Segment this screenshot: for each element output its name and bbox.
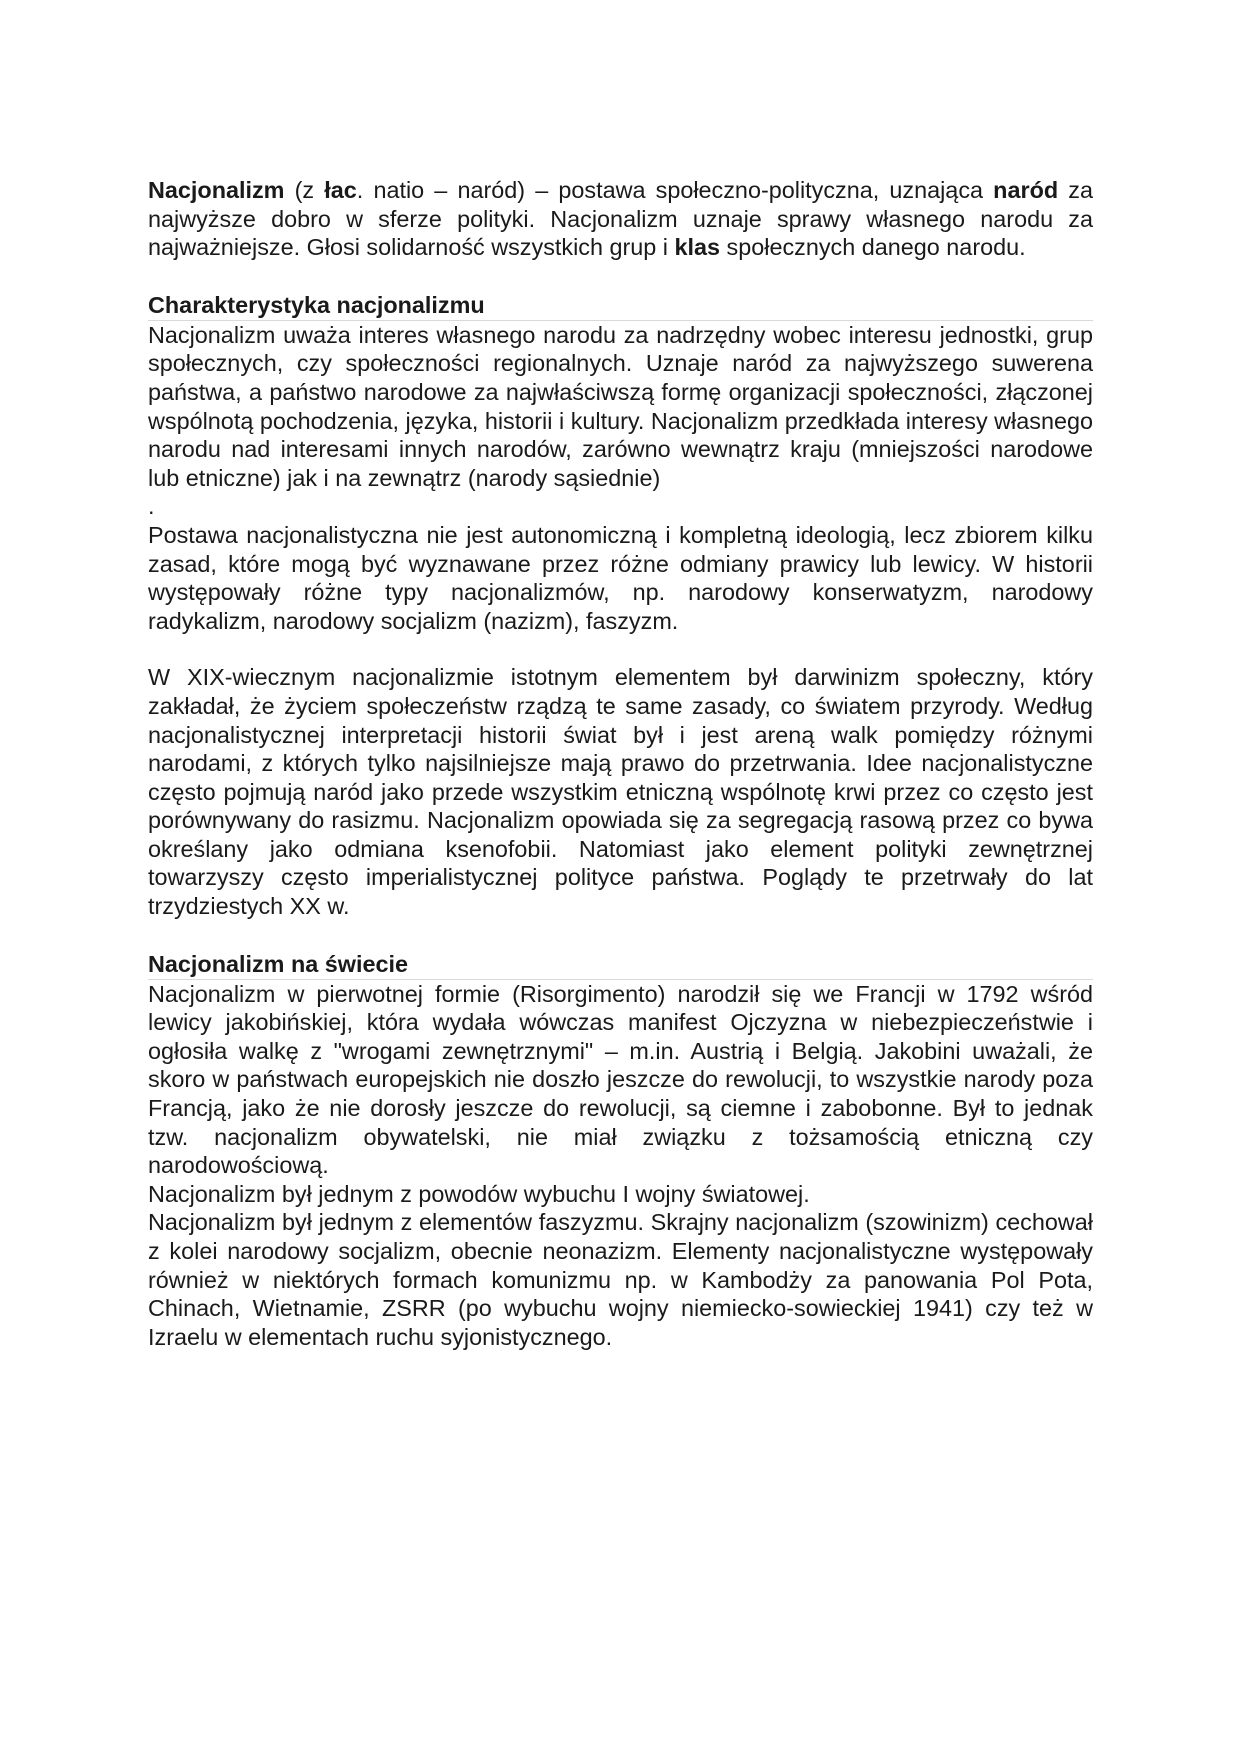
intro-narod-link[interactable]: naród xyxy=(993,177,1059,203)
section-world-body xyxy=(148,979,1093,1352)
paragraph-gap xyxy=(148,635,1093,663)
world-paragraph-3: Nacjonalizm był jednym z elementów faszyzmu. Skrajny nacjonalizm (szowinizm) cechował z kolei narodowy socjalizm, obecnie neonazizm. Elementy nacjonalistyczne występowały również w niektórych formach komunizmu np. w Kambodży za panowania Pol Pota, Chinach, Wietnamie, ZSRR (po wybuchu wojny niemiecko-sowieckiej 1941) czy też w Izraelu w elementach ruchu syjonistycznego. xyxy=(148,1209,1093,1350)
world-paragraph-1: Nacjonalizm w pierwotnej formie (Risorgimento) narodził się we Francji w 1792 wśród lewicy jakobińskiej, która wydała wówczas manifest Ojczyzna w niebezpieczeństwie i ogłosiła walkę z "wrogami zewnętrznymi" – m.in. Austrią i Belgią. Jakobini uważali, że skoro w państwach europejskich nie doszło jeszcze do rewolucji, to wszystkie narody poza Francją, jako że nie dorosły jeszcze do rewolucji, są ciemne i zabobonne. Był to jednak tzw. nacjonalizm obywatelski, nie miał związku z tożsamością etniczną czy narodowościową. xyxy=(148,980,1093,1179)
section-characteristics-body xyxy=(148,320,1093,921)
characteristics-stray-dot: . xyxy=(148,493,155,520)
section-heading-world: Nacjonalizm na świecie xyxy=(148,950,409,977)
intro-text-1: (z xyxy=(284,177,325,203)
intro-lang-link[interactable]: łac xyxy=(324,177,357,203)
characteristics-paragraph-1: Nacjonalizm uważa interes własnego narodu za nadrzędny wobec interesu jednostki, grup społecznych, czy społeczności regionalnych. Uznaje naród za najwyższego suwerena państwa, a państwo narodowe za najwłaściwszą formę organizacji społeczności, złączonej wspólnotą pochodzenia, języka, historii i kultury. Nacjonalizm przedkłada interesy własnego narodu nad interesami innych narodów, zarówno wewnątrz kraju (mniejszości narodowe lub etniczne) jak i na zewnątrz (narody sąsiednie) xyxy=(148,321,1093,491)
intro-text-2: . natio – naród) – postawa społeczno-polityczna, uznająca xyxy=(356,177,994,203)
intro-paragraph xyxy=(148,176,1093,262)
intro-klas-link[interactable]: klas xyxy=(674,234,721,261)
intro-text-3: za najwyższe dobro w sferze polityki. Nacjonalizm uznaje sprawy własnego narodu za najważniejsze. Głosi solidarność wszystkich grup i xyxy=(148,177,1094,261)
characteristics-paragraph-3: W XIX-wiecznym nacjonalizmie istotnym elementem był darwinizm społeczny, który zakładał, że życiem społeczeństw rządzą te same zasady, co światem przyrody. Według nacjonalistycznej interpretacji historii świat był i jest areną walk pomiędzy różnymi narodami, z których tylko najsilniejsze mają prawo do przetrwania. Idee nacjonalistyczne często pojmują naród jako przede wszystkim etniczną wspólnotę krwi przez co często jest porównywany do rasizmu. Nacjonalizm opowiada się za segregacją rasową przez co bywa określany jako odmiana ksenofobii. Natomiast jako element polityki zewnętrznej towarzyszy często imperialistycznej polityce państwa. Poglądy te przetrwały do lat trzydziestych XX w. xyxy=(148,664,1093,920)
intro-text-4: społecznych danego narodu. xyxy=(720,234,1026,261)
intro-term: Nacjonalizm xyxy=(148,177,285,203)
characteristics-paragraph-2: Postawa nacjonalistyczna nie jest autonomiczną i kompletną ideologią, lecz zbiorem kilku zasad, które mogą być wyznawane przez różne odmiany prawicy lub lewicy. W historii występowały różne typy nacjonalizmów, np. narodowy konserwatyzm, narodowy radykalizm, narodowy socjalizm (nazizm), faszyzm. xyxy=(148,521,1093,634)
document-page xyxy=(148,176,1093,1351)
section-gap xyxy=(148,921,1093,949)
world-paragraph-2: Nacjonalizm był jednym z powodów wybuchu I wojny światowej. xyxy=(148,1180,810,1207)
section-heading-characteristics: Charakterystyka nacjonalizmu xyxy=(148,291,485,318)
